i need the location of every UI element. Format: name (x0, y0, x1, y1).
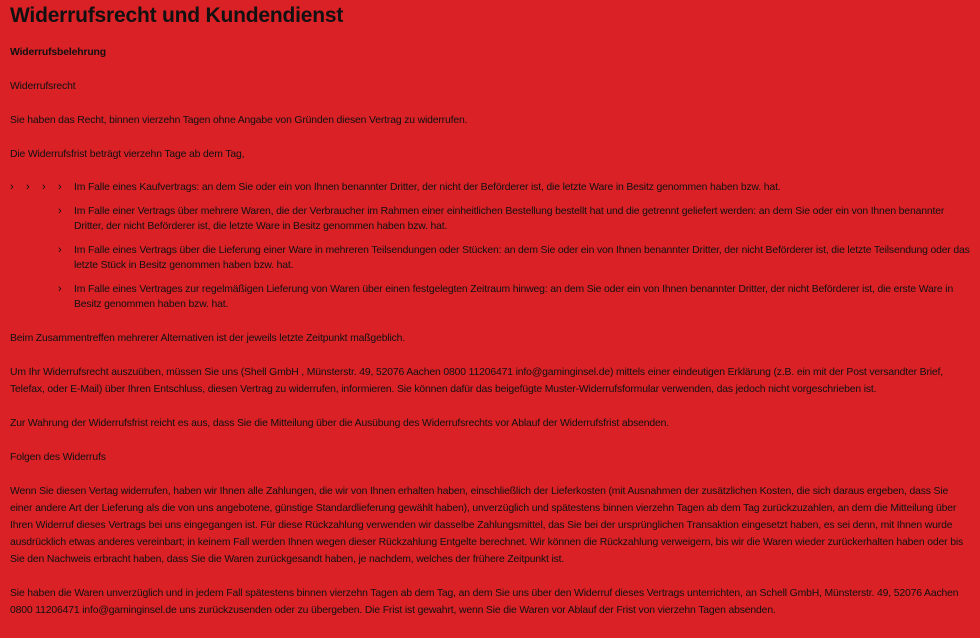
list-item (10, 243, 970, 274)
ausuebung-paragraph: Um Ihr Widerrufsrecht auszuüben, müssen Sie uns (Shell GmbH , Münsterstr. 49, 52076 Aachen 0800 11206471 info@gaminginsel.de) mittels einer eindeutigen Erklärung (z.B. ein mit der Post versandter Brief, Telefax, oder E-Mail) über Ihren Entschluss, diesen Vertrag zu widerrufen, informieren. Sie können dafür das beigefügte Muster-Widerrufsformular verwenden, das jedoch nicht vorgeschrieben ist. (10, 366, 944, 395)
list-item-text: Im Falle eines Vertrags über die Lieferung einer Ware in mehreren Teilsendungen oder Stücken: an dem Sie oder ein von Ihnen benannter Dritter, der nicht Beförderer ist, die letzte Teilsendung oder das letzte Stück in Besitz genommen haben bzw. hat. (74, 244, 970, 271)
list-item (10, 204, 970, 235)
alternativen-paragraph: Beim Zusammentreffen mehrerer Alternativen ist der jeweils letzte Zeitpunkt maßgeblich. (10, 332, 406, 344)
rueckgabe-paragraph: Sie haben die Waren unverzüglich und in jedem Fall spätestens binnen vierzehn Tagen ab dem Tag, an dem Sie uns über den Widerruf dieses Vertrags unterrichten, an Schell GmbH, Münsterstr. 49, 52076 Aachen 0800 11206471 info@gaminginsel.de uns zurückzusenden oder zu übergeben. Die Frist ist gewahrt, wenn Sie die Waren vor Ablauf der Frist von vierzehn Tagen absenden. (10, 587, 959, 616)
page-title: Widerrufsrecht und Kundendienst (10, 4, 344, 27)
chevron-right-icon: › (58, 181, 62, 193)
heading-widerrufsrecht: Widerrufsrecht (10, 81, 76, 92)
intro-paragraph: Sie haben das Recht, binnen vierzehn Tagen ohne Angabe von Gründen diesen Vertrag zu widerrufen. (10, 115, 468, 126)
chevron-right-icon: › (58, 243, 62, 256)
list-item (10, 180, 970, 196)
frist-list (10, 180, 970, 313)
chevron-right-icon: › (42, 181, 46, 193)
heading-folgen: Folgen des Widerrufs (10, 451, 106, 463)
list-item-text: Im Falle einer Vertrags über mehrere Waren, die der Verbraucher im Rahmen einer einheitlichen Bestellung bestellt hat und die getrennt geliefert werden: an dem Sie oder ein von Ihnen benannter Dritter, der nicht Beförderer ist, die letzte Ware in Besitz genommen haben bzw. hat. (74, 205, 945, 232)
chevron-right-icon: › (58, 282, 62, 295)
list-item-text: Im Falle eines Vertrages zur regelmäßigen Lieferung von Waren über einen festgelegten Zeitraum hinweg: an dem Sie oder ein von Ihnen benannter Dritter, der nicht Beförderer ist, die erste Ware in Besitz genommen haben bzw. hat. (74, 283, 954, 310)
chevron-right-icon: › (10, 181, 14, 193)
wahrung-paragraph: Zur Wahrung der Widerrufsfrist reicht es aus, dass Sie die Mitteilung über die Ausübung des Widerrufsrechts vor Ablauf der Widerrufsfrist absenden. (10, 417, 670, 429)
frist-paragraph: Die Widerrufsfrist beträgt vierzehn Tage ab dem Tag, (10, 149, 245, 160)
chevron-right-icon: › (26, 181, 30, 193)
list-item-text: Im Falle eines Kaufvertrags: an dem Sie oder ein von Ihnen benannter Dritter, der nicht der Beförderer ist, die letzte Ware in Besitz genommen haben bzw. hat. (74, 182, 781, 193)
heading-widerrufsbelehrung: Widerrufsbelehrung (10, 47, 106, 58)
folgen-paragraph: Wenn Sie diesen Vertag widerrufen, haben wir Ihnen alle Zahlungen, die wir von Ihnen erhalten haben, einschließlich der Lieferkosten (mit Ausnahmen der zusätzlichen Kosten, die sich daraus ergeben, dass Sie einer andere Art der Lieferung als die von uns angebotene, günstige Standardlieferung gewählt haben), unverzüglich und spätestens binnen vierzehn Tagen ab dem Tag zurückzuzahlen, an dem die Mitteilung über Ihren Widerruf dieses Vertrags bei uns eingegangen ist. Für diese Rückzahlung verwenden wir dasselbe Zahlungsmittel, das Sie bei der ursprünglichen Transaktion eingesetzt haben, es sei denn, mit Ihnen wurde ausdrücklich etwas anderes vereinbart; in keinem Fall werden Ihnen wegen dieser Rückzahlung Entgelte berechnet. Wir können die Rückzahlung verweigern, bis wir die Waren wieder zurückerhalten haben oder bis Sie den Nachweis erbracht haben, dass Sie die Waren zurückgesandt haben, je nachdem, welches der frühere Zeitpunkt ist. (10, 485, 964, 565)
chevron-right-icon: › (58, 204, 62, 217)
list-item (10, 282, 970, 313)
